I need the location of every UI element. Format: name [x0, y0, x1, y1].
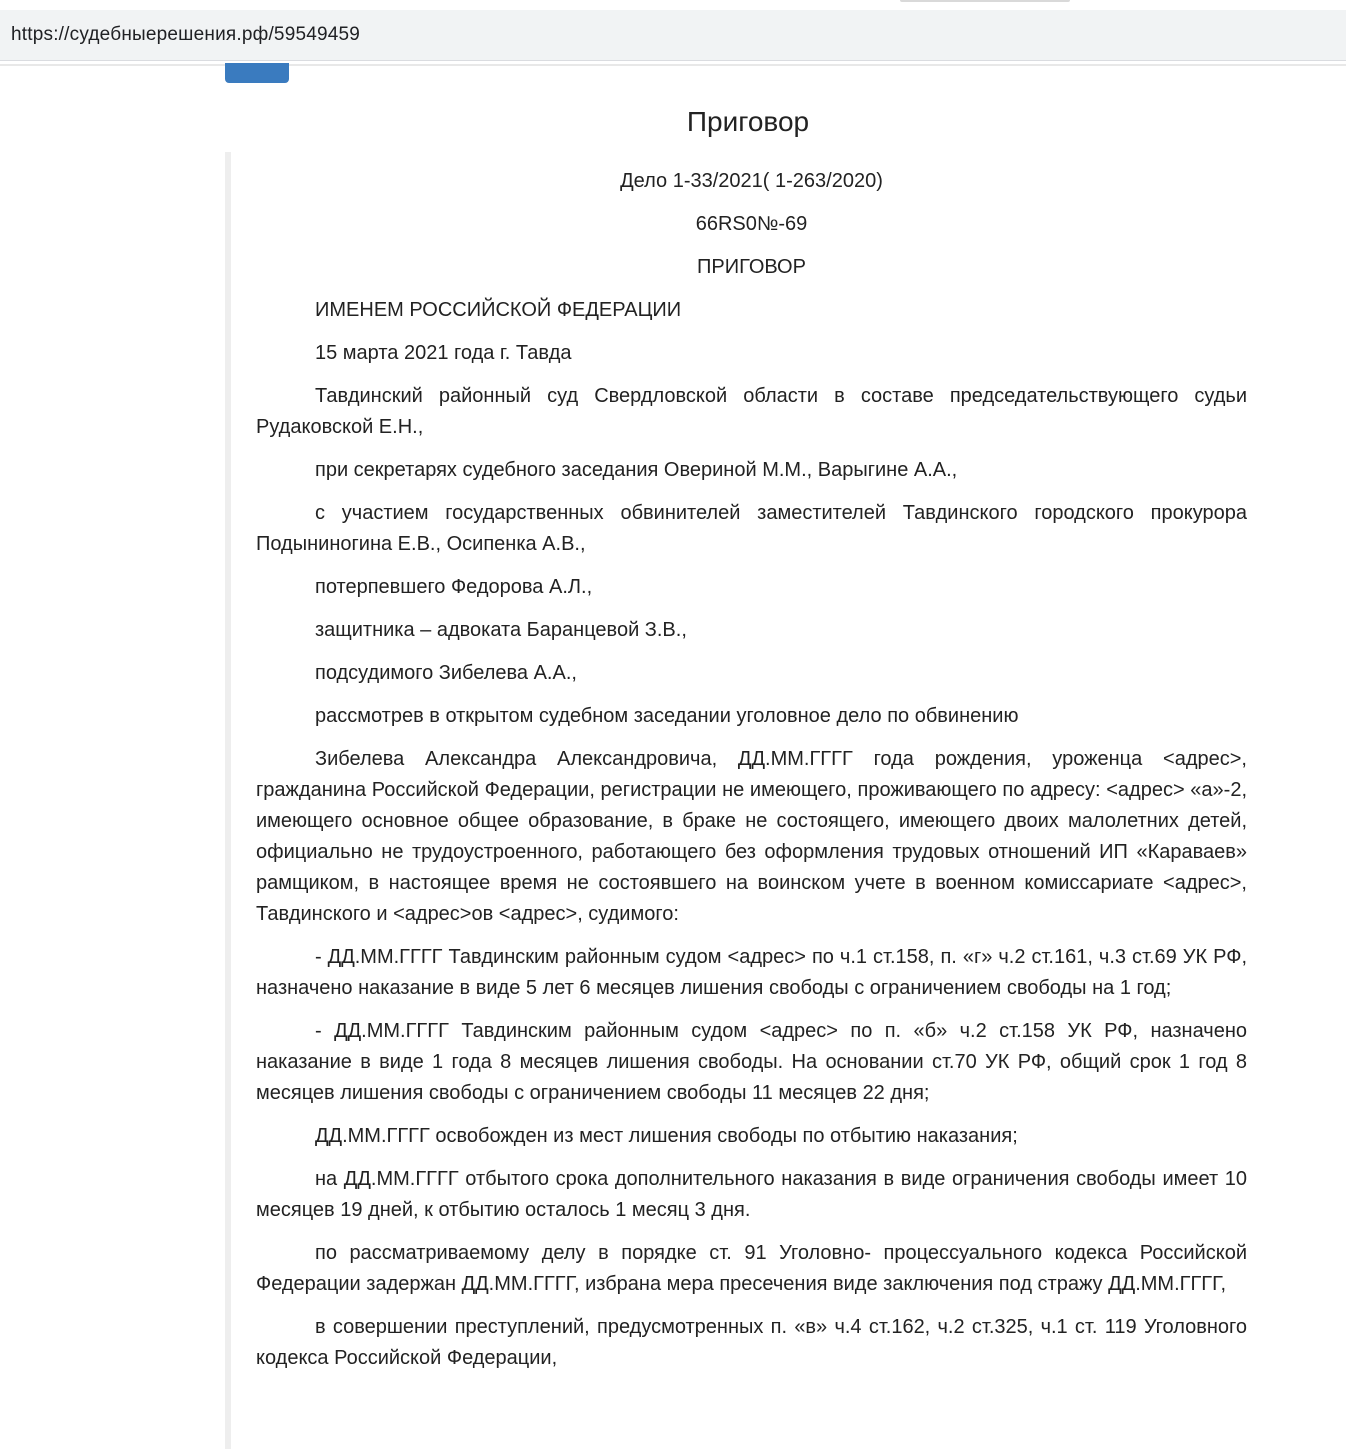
tab-edge: [900, 0, 1070, 2]
paragraph: по рассматриваемому делу в порядке ст. 91 Уголовно- процессуального кодекса Российской Федерации задержан ДД.ММ.ГГГГ, избрана мера пресечения виде заключения под стражу ДД.ММ.ГГГГ,: [256, 1242, 1247, 1295]
paragraph: на ДД.ММ.ГГГГ отбытого срока дополнительного наказания в виде ограничения свободы имеет 10 месяцев 19 дней, к отбытию осталось 1 месяц 3 дня.: [256, 1168, 1247, 1221]
paragraph: защитника – адвоката Баранцевой З.В.,: [315, 619, 687, 641]
paragraph: в совершении преступлений, предусмотренных п. «в» ч.4 ст.162, ч.2 ст.325, ч.1 ст. 119 Уголовного кодекса Российской Федерации,: [256, 1316, 1247, 1369]
paragraph: Зибелева Александра Александровича, ДД.ММ.ГГГГ года рождения, уроженца <адрес>, гражданина Российской Федерации, регистрации не имеющего, проживающего по адресу: <адрес> «а»-2, имеющего основное общее образование, в браке не состоящего, имеющего двоих малолетних детей, официально не трудоустроенного, работающего без оформления трудовых отношений ИП «Караваев» рамщиком, в настоящее время не состоявшего на воинском учете в военном комиссариате <адрес>, Тавдинского и <адрес>ов <адрес>, судимого:: [256, 748, 1247, 925]
paragraph: ДД.ММ.ГГГГ освобожден из мест лишения свободы по отбытию наказания;: [315, 1125, 1018, 1147]
paragraph: с участием государственных обвинителей заместителей Тавдинского городского прокурора Подыниногина Е.В., Осипенка А.В.,: [256, 502, 1247, 555]
paragraph: ИМЕНЕМ РОССИЙСКОЙ ФЕДЕРАЦИИ: [315, 299, 682, 321]
url-field[interactable]: [0, 10, 1346, 61]
address-bar-shadow: [0, 64, 1346, 66]
paragraph: потерпевшего Федорова А.Л.,: [315, 576, 593, 598]
url-text[interactable]: https://судебныерешения.рф/59549459: [11, 24, 361, 45]
tab-strip: [0, 0, 1346, 8]
paragraph: при секретарях судебного заседания Овериной М.М., Варыгине А.А.,: [315, 459, 958, 481]
paragraph: Тавдинский районный суд Свердловской области в составе председательствующего судьи Рудаковской Е.Н.,: [256, 385, 1247, 438]
case-number: Дело 1-33/2021( 1-263/2020): [620, 170, 883, 192]
document-body: [256, 166, 1247, 1386]
paragraph: 15 марта 2021 года г. Тавда: [315, 342, 572, 364]
browser-address-bar: [0, 0, 1346, 66]
paragraph: подсудимого Зибелева А.А.,: [315, 662, 577, 684]
paragraph: - ДД.ММ.ГГГГ Тавдинским районным судом <адрес> по ч.1 ст.158, п. «г» ч.2 ст.161, ч.3 ст.69 УК РФ, назначено наказание в виде 5 лет 6 месяцев лишения свободы с ограничением свободы на 1 год;: [256, 946, 1247, 999]
page-title: Приговор: [686, 106, 810, 137]
header-button[interactable]: [225, 63, 289, 83]
verdict-heading: ПРИГОВОР: [697, 256, 806, 278]
case-uid: 66RS0№-69: [695, 213, 808, 235]
paragraph: - ДД.ММ.ГГГГ Тавдинским районным судом <адрес> по п. «б» ч.2 ст.158 УК РФ, назначено наказание в виде 1 года 8 месяцев лишения свободы. На основании ст.70 УК РФ, общий срок 1 год 8 месяцев лишения свободы с ограничением свободы 11 месяцев 22 дня;: [256, 1020, 1247, 1104]
paragraph: рассмотрев в открытом судебном заседании уголовное дело по обвинению: [315, 705, 1019, 727]
content-left-border: [225, 152, 231, 1449]
